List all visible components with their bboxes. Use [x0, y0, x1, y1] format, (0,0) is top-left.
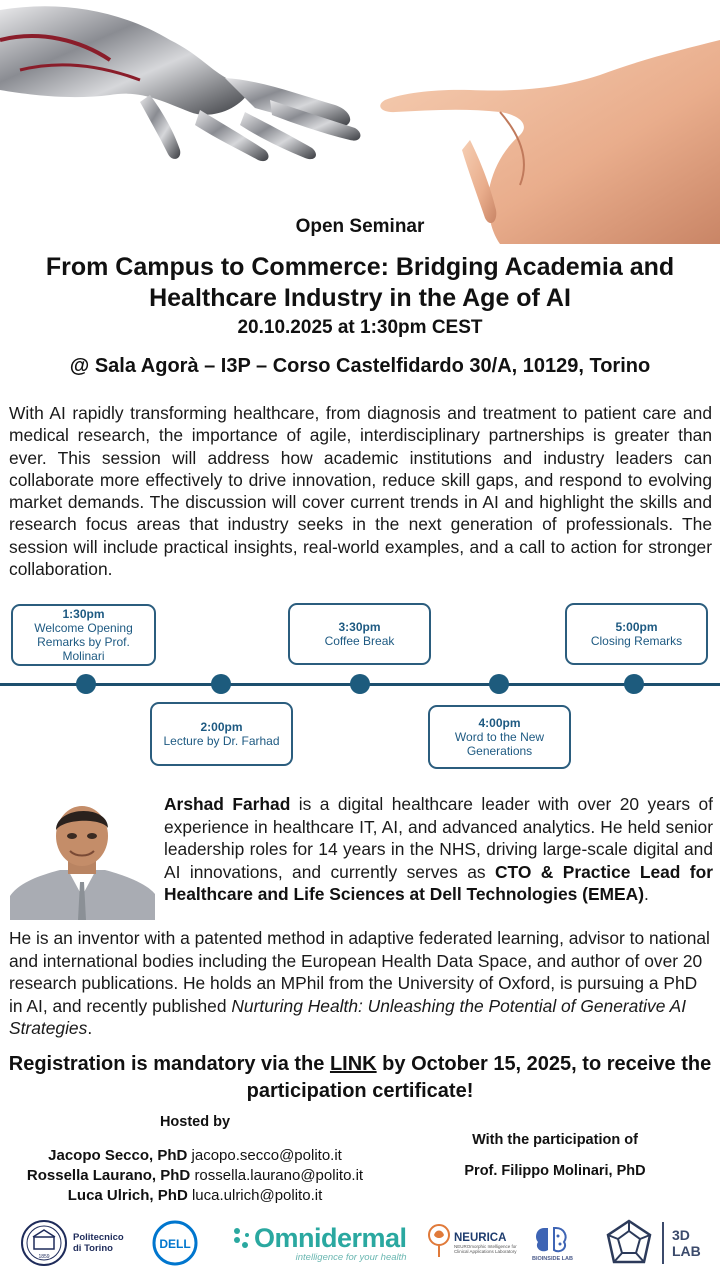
host-email[interactable]: rossella.laurano@polito.it	[194, 1167, 364, 1184]
polito-year: 1859	[38, 1254, 50, 1260]
speaker-bio-end: .	[643, 884, 649, 905]
dell-logo	[151, 1215, 199, 1271]
timeline-time: 5:00pm	[615, 620, 658, 634]
speaker-bio-end: .	[87, 1018, 93, 1039]
speaker-bio-intro	[164, 793, 713, 906]
bioinside-brain-icon	[532, 1224, 572, 1256]
host-name: Rossella Laurano, PhD	[26, 1167, 191, 1184]
timeline-event	[150, 702, 293, 766]
registration-link[interactable]: LINK	[329, 1053, 377, 1075]
hosts-list	[0, 1146, 390, 1206]
omnidermal-logo	[232, 1215, 407, 1271]
event-datetime: 20.10.2025 at 1:30pm CEST	[237, 317, 483, 338]
event-kicker: Open Seminar	[295, 216, 425, 237]
host-email[interactable]: luca.ulrich@polito.it	[191, 1187, 323, 1204]
participation-title: With the participation of	[472, 1132, 638, 1148]
timeline-event	[11, 604, 156, 666]
polito-seal-icon	[20, 1219, 68, 1267]
human-hand-icon	[380, 40, 720, 244]
timeline-event	[288, 603, 431, 665]
timeline-label: Coffee Break	[324, 634, 395, 648]
event-title: From Campus to Commerce: Bridging Academia and Healthcare Industry in the Age of AI	[45, 253, 675, 312]
polyhedron-icon	[604, 1218, 654, 1268]
timeline-label: Word to the New Generations	[454, 730, 545, 758]
lab3d-name: 3D LAB	[672, 1227, 701, 1259]
participation-name: Prof. Filippo Molinari, PhD	[464, 1163, 646, 1179]
neurica-text	[454, 1232, 524, 1254]
timeline-time: 2:00pm	[200, 720, 243, 734]
speaker-role: CTO & Practice Lead for Healthcare and Life Sciences at Dell Technologies (EMEA)	[164, 861, 713, 905]
host-name: Jacopo Secco, PhD	[48, 1147, 188, 1164]
dell-name: DELL	[159, 1237, 191, 1251]
registration-suffix: by October 15, 2025, to receive the participation certificate!	[246, 1053, 712, 1102]
registration-notice	[0, 1051, 720, 1105]
neurica-logo	[426, 1215, 524, 1271]
registration-prefix: Registration is mandatory via the	[8, 1053, 330, 1075]
dell-icon	[151, 1219, 199, 1267]
timeline-event	[428, 705, 571, 769]
lab3d-logo	[604, 1215, 706, 1271]
bioinside-logo	[532, 1215, 573, 1271]
timeline-label: Welcome Opening Remarks by Prof. Molinari	[34, 621, 133, 663]
hosted-by-title: Hosted by	[159, 1114, 231, 1130]
logo-divider	[662, 1222, 664, 1264]
omnidermal-icon	[232, 1225, 254, 1251]
host-entry	[0, 1146, 390, 1166]
host-email[interactable]: jacopo.secco@polito.it	[191, 1147, 342, 1164]
neurica-tagline: NEUROmorphic Intelligence for Clinical Applications Laboratory	[454, 1244, 517, 1254]
timeline-dot	[76, 674, 96, 694]
timeline-dot	[350, 674, 370, 694]
host-name: Luca Ulrich, PhD	[67, 1187, 188, 1204]
polito-name: Politecnico di Torino	[73, 1232, 124, 1254]
timeline-time: 4:00pm	[478, 716, 521, 730]
event-venue: @ Sala Agorà – I3P – Corso Castelfidardo 30/A, 10129, Torino	[69, 355, 651, 377]
polito-logo	[20, 1215, 125, 1271]
neurica-brain-icon	[426, 1223, 452, 1263]
timeline-time: 1:30pm	[62, 607, 105, 621]
speaker-book: Nurturing Health: Unleashing the Potential of Generative AI Strategies	[9, 995, 687, 1039]
omnidermal-tagline: intelligence for your health	[295, 1251, 407, 1263]
timeline-event	[565, 603, 708, 665]
timeline-label: Lecture by Dr. Farhad	[163, 734, 280, 748]
bioinside-name: BIOINSIDE LAB	[532, 1256, 573, 1262]
host-entry	[0, 1166, 390, 1186]
timeline-label: Closing Remarks	[590, 634, 683, 648]
timeline-dot	[211, 674, 231, 694]
speaker-bio-part: is a digital healthcare leader with over 20 years of experience in healthcare IT, AI, and advanced analytics. He held senior leadership roles for 14 years in the NHS, driving large-scale digital and AI innovations, and currently serves as	[164, 794, 713, 882]
intro-paragraph: With AI rapidly transforming healthcare, from diagnosis and treatment to patient care and medical research, the importance of agile, interdisciplinary partnerships is greater than ever. This session will address how academic institutions and industry leaders can collaborate more effectively to drive innovation, reduce skill gaps, and respond to evolving market demands. The discussion will cover current trends in AI and highlight the skills and research focus areas that industry seeks in the next generation of professionals. The session will include practical insights, real-world examples, and a call to action for stronger collaboration.	[9, 403, 712, 580]
speaker-bio-part: He is an inventor with a patented method in adaptive federated learning, advisor to national and international bodies including the European Health Data Space, and author of over 20 research publications. He holds an MPhil from the University of Oxford, is pursuing a PhD in AI, and recently published	[9, 928, 710, 1016]
timeline-dot	[489, 674, 509, 694]
speaker-photo	[10, 796, 155, 920]
host-entry	[0, 1186, 390, 1206]
timeline-dot	[624, 674, 644, 694]
robot-hand-icon	[0, 6, 360, 161]
speaker-name: Arshad Farhad	[164, 794, 291, 814]
neurica-name: NEURICA	[454, 1232, 507, 1244]
speaker-bio-details	[9, 927, 712, 1040]
omnidermal-name: Omnidermal	[254, 1222, 407, 1253]
timeline-time: 3:30pm	[338, 620, 381, 634]
hero-illustration	[0, 0, 720, 245]
